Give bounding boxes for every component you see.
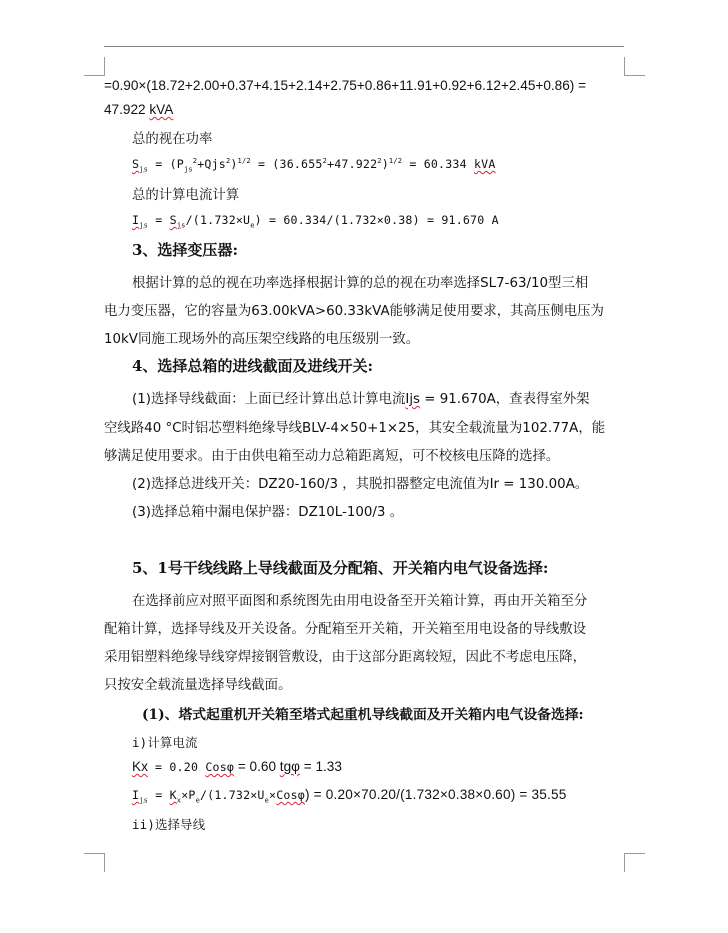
label-select-wire: ii)选择导线 (132, 817, 206, 832)
label-apparent-power: 总的视在功率 (132, 132, 213, 147)
paragraph-leakage-protector: (3)选择总箱中漏电保护器：DZ10L-100/3 。 (132, 505, 404, 520)
formula-apparent-power: $S_{js} = (P_{js}^2+Qjs^2)^{1/2} = (36.655^2+47.922^2)^{1/2} = 60.334$ kVA (132, 157, 496, 174)
crop-mark-bottom-right (624, 853, 645, 872)
paragraph-trunk-line1: 在选择前应对照平面图和系统图先由用电设备至开关箱计算，再由开关箱至分 (132, 594, 588, 609)
heading-trunk-line: 5、1号干线线路上导线截面及分配箱、开关箱内电气设备选择: (132, 559, 549, 577)
formula-line-result: 47.922 kVA (104, 102, 174, 117)
heading-main-box: 4、选择总箱的进线截面及进线开关: (132, 357, 373, 375)
paragraph-transformer-line2: 电力变压器，它的容量为63.00kVA>60.33kVA能够满足使用要求，其高压侧电压为 (104, 304, 604, 319)
paragraph-trunk-line3: 采用铝塑料绝缘导线穿焊接钢管敷设，由于这部分距离较短，因此不考虑电压降， (104, 650, 587, 665)
heading-transformer: 3、选择变压器: (132, 241, 238, 259)
paragraph-main-switch: (2)选择总进线开关：DZ20-160/3 ，其脱扣器整定电流值为Ir = 130.00A。 (132, 477, 589, 492)
paragraph-wire-section-line3: 够满足使用要求。由于由供电箱至动力总箱距离短，可不校核电压降的选择。 (104, 449, 560, 464)
crop-mark-top-left (84, 57, 105, 76)
paragraph-transformer-line1: 根据计算的总的视在功率选择根据计算的总的视在功率选择SL7-63/10型三相 (132, 276, 589, 291)
formula-line-sum: =0.90×(18.72+2.00+0.37+4.15+2.14+2.75+0.86+11.91+0.92+6.12+2.45+0.86) = (104, 78, 587, 93)
paragraph-wire-section-line1: (1)选择导线截面：上面已经计算出总计算电流Ijs = 91.670A，查表得室外架 (132, 392, 590, 407)
crop-mark-top-right (624, 57, 645, 76)
label-compute-current: i)计算电流 (132, 735, 198, 750)
paragraph-trunk-line2: 配箱计算，选择导线及开关设备。分配箱至开关箱，开关箱至用电设备的导线敷设 (104, 622, 587, 637)
paragraph-wire-section-line2: 空线路40 °C时铝芯塑料绝缘导线BLV-4×50+1×25，其安全载流量为102.77A，能 (104, 421, 606, 436)
formula-coefficients: Kx = 0.20 Cosφ = 0.60 tgφ = 1.33 (132, 759, 342, 774)
header-rule (104, 46, 624, 47)
paragraph-transformer-line3: 10kV同施工现场外的高压架空线路的电压级别一致。 (104, 332, 420, 347)
label-current-calc: 总的计算电流计算 (132, 188, 240, 203)
crop-mark-bottom-left (84, 853, 105, 872)
formula-crane-current: $I_{js} = K_x\times P_e/(1.732\times U_e\times Cos\varphi) = 0.20\times 70.20/(1.732\times 0.38\times 0.60) = 35.55$ (132, 787, 567, 805)
paragraph-trunk-line4: 只按安全载流量选择导线截面。 (104, 678, 292, 693)
formula-total-current: $I_{js} = S_{js}/(1.732\times U_e) = 60.334/(1.732\times 0.38) = 91.670$ A (132, 213, 499, 230)
subheading-tower-crane: (1)、塔式起重机开关箱至塔式起重机导线截面及开关箱内电气设备选择: (142, 707, 584, 723)
